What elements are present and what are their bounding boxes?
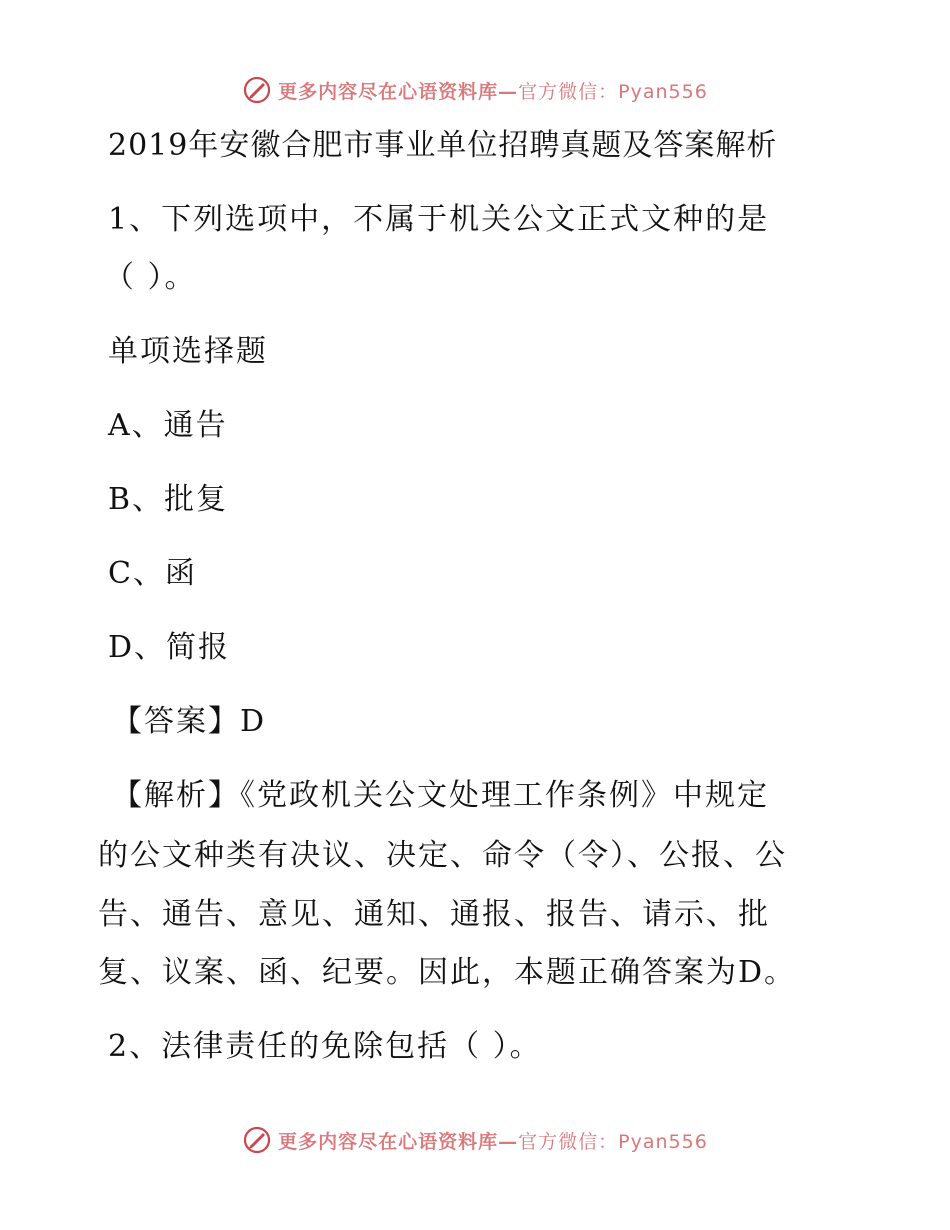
- question-type: 单项选择题: [108, 334, 268, 369]
- watermark-wechat: 官方微信：Pyan556: [518, 1130, 708, 1153]
- answer-line: 【答案】D: [112, 704, 267, 739]
- pen-circle-logo-icon: [242, 1125, 272, 1155]
- watermark-banner-bottom: [0, 1120, 950, 1160]
- question-1-stem-line-2: （ ）。: [104, 260, 197, 295]
- analysis-line-1: 【解析】《党政机关公文处理工作条例》中规定: [112, 778, 769, 813]
- question-1-stem-line-1: 1、下列选项中，不属于机关公文正式文种的是: [108, 202, 770, 237]
- watermark-wechat: 官方微信：Pyan556: [518, 80, 708, 103]
- pen-circle-logo-icon: [242, 75, 272, 105]
- option-d: D、简报: [108, 630, 231, 665]
- option-a: A、通告: [108, 408, 228, 443]
- analysis-line-4: 复、议案、函、纪要。因此，本题正确答案为D。: [98, 955, 797, 990]
- watermark-text: 更多内容尽在心语资料库—官方微信：Pyan556: [278, 1130, 708, 1153]
- option-b: B、批复: [108, 482, 229, 517]
- analysis-line-3: 告、通告、意见、通知、通报、报告、请示、批: [98, 897, 770, 932]
- watermark-text: 更多内容尽在心语资料库—官方微信：Pyan556: [278, 80, 708, 103]
- document-title: 2019年安徽合肥市事业单位招聘真题及答案解析: [108, 128, 778, 163]
- watermark-banner-top: [0, 70, 950, 110]
- question-2-stem: 2、法律责任的免除包括（ ）。: [108, 1029, 542, 1064]
- analysis-line-2: 的公文种类有决议、决定、命令（令）、公报、公: [98, 838, 787, 873]
- option-c: C、函: [108, 556, 197, 591]
